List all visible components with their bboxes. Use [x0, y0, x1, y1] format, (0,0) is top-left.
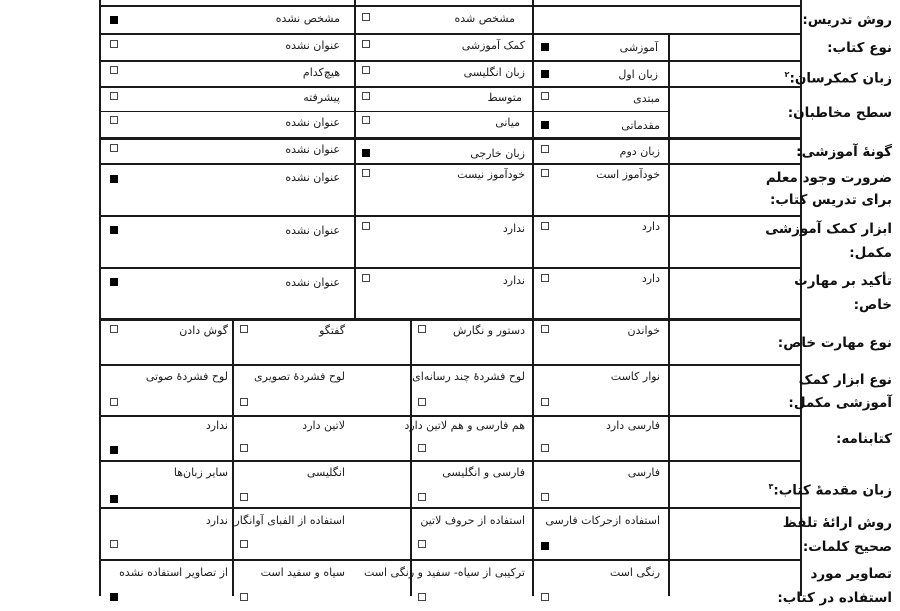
option-label: میانی — [495, 116, 520, 129]
checkbox-unchecked[interactable] — [541, 325, 549, 333]
checkbox-checked[interactable] — [110, 226, 118, 234]
checkbox-unchecked[interactable] — [541, 444, 549, 452]
checkbox-checked[interactable] — [110, 278, 118, 286]
checkbox-unchecked[interactable] — [418, 493, 426, 501]
label-column-divider — [668, 35, 670, 596]
row-label-book-type: نوع کتاب: — [827, 40, 892, 56]
option-label: سایر زبان‌ها — [173, 466, 228, 479]
option-label: گوش دادن — [179, 324, 228, 337]
checkbox-unchecked[interactable] — [110, 40, 118, 48]
checkbox-unchecked[interactable] — [541, 274, 549, 282]
option-label: پیشرفته — [303, 91, 340, 104]
checkbox-checked[interactable] — [362, 149, 370, 157]
option-label: از تصاویر استفاده نشده — [119, 566, 228, 579]
row-label-skill-emphasis-line2: خاص: — [853, 297, 892, 313]
option-label: استفاده ازحرکات فارسی — [545, 514, 660, 527]
checkbox-unchecked[interactable] — [418, 398, 426, 406]
checkbox-checked[interactable] — [541, 70, 549, 78]
option-label: دارد — [641, 272, 660, 285]
row-label-supplementary-tools-line1: ابزار کمک آموزشی — [765, 221, 892, 237]
option-label: فارسی و انگلیسی — [442, 466, 525, 479]
option-label: متوسط — [487, 91, 522, 104]
row-divider — [99, 163, 802, 165]
row-divider — [99, 267, 802, 269]
row-label-tool-type-line1: نوع ابزار کمک — [798, 372, 892, 388]
checkbox-unchecked[interactable] — [362, 13, 370, 21]
row-divider — [99, 137, 802, 140]
checkbox-checked[interactable] — [110, 495, 118, 503]
checkbox-unchecked[interactable] — [418, 540, 426, 548]
option-label: زبان خارجی — [470, 147, 525, 160]
option-label: لاتین دارد — [302, 419, 345, 432]
option-label: لوح فشردهٔ صوتی — [145, 370, 228, 383]
row-divider — [99, 559, 802, 561]
checkbox-checked[interactable] — [110, 593, 118, 601]
checkbox-unchecked[interactable] — [362, 40, 370, 48]
checkbox-unchecked[interactable] — [362, 169, 370, 177]
checkbox-unchecked[interactable] — [418, 593, 426, 601]
checkbox-unchecked[interactable] — [362, 222, 370, 230]
option-label: آموزشی — [619, 41, 658, 54]
column-divider — [532, 320, 534, 596]
checkbox-checked[interactable] — [541, 121, 549, 129]
row-divider — [99, 507, 802, 509]
option-label: زبان دوم — [619, 145, 660, 158]
row-label-audience-level: سطح مخاطبان: — [787, 105, 892, 121]
option-label: هیچ‌کدام — [302, 66, 340, 79]
checkbox-unchecked[interactable] — [110, 144, 118, 152]
checkbox-checked[interactable] — [110, 175, 118, 183]
row-divider — [99, 33, 802, 35]
option-label: عنوان نشده — [285, 276, 340, 289]
sub-row-divider — [99, 111, 670, 112]
option-label: استفاده از حروف لاتین — [420, 514, 525, 527]
row-divider — [99, 364, 802, 366]
option-label: استفاده از الفبای آوانگار — [234, 514, 345, 527]
checkbox-unchecked[interactable] — [362, 274, 370, 282]
option-label: لوح فشردهٔ چند رسانه‌ای — [412, 370, 525, 383]
option-label: مشخص شده — [454, 12, 515, 25]
checkbox-checked[interactable] — [541, 542, 549, 550]
row-label-images-line1: تصاویر مورد — [810, 566, 892, 582]
label-text: زبان کمکرسان: — [789, 70, 892, 87]
checkbox-unchecked[interactable] — [240, 540, 248, 548]
row-divider — [99, 86, 802, 88]
checkbox-unchecked[interactable] — [240, 398, 248, 406]
option-label: مبتدی — [633, 92, 660, 105]
row-label-images-line2: استفاده در کتاب: — [777, 590, 892, 606]
row-label-educational-type: گونهٔ آموزشی: — [796, 144, 892, 160]
checkbox-unchecked[interactable] — [541, 145, 549, 153]
checkbox-unchecked[interactable] — [362, 116, 370, 124]
option-label: فارسی — [627, 466, 660, 479]
row-label-intro-language — [768, 474, 892, 504]
column-divider — [354, 0, 356, 320]
checkbox-unchecked[interactable] — [240, 444, 248, 452]
checkbox-unchecked[interactable] — [418, 325, 426, 333]
option-label: ندارد — [502, 222, 525, 235]
footnote-marker: ۲ — [784, 70, 790, 79]
row-label-helper-language — [785, 62, 892, 92]
checkbox-checked[interactable] — [541, 43, 549, 51]
option-label: مقدماتی — [621, 119, 660, 132]
option-label: گفتگو — [319, 324, 345, 337]
checkbox-unchecked[interactable] — [240, 325, 248, 333]
option-label: عنوان نشده — [285, 116, 340, 129]
column-divider — [532, 0, 534, 35]
checkbox-unchecked[interactable] — [110, 398, 118, 406]
option-label: ندارد — [205, 419, 228, 432]
option-label: دارد — [641, 220, 660, 233]
option-label: ترکیبی از سیاه- سفید و رنگی است — [363, 566, 525, 579]
row-divider — [99, 460, 802, 462]
row-label-skill-emphasis-line1: تأکید بر مهارت — [794, 273, 892, 289]
column-divider — [410, 320, 412, 596]
row-label-teacher-need-line1: ضرورت وجود معلم — [765, 170, 892, 186]
row-label-supplementary-tools-line2: مکمل: — [849, 245, 892, 261]
option-label: لوح فشردهٔ تصویری — [254, 370, 345, 383]
row-label-skill-type: نوع مهارت خاص: — [777, 335, 892, 351]
row-divider — [99, 318, 802, 321]
row-divider — [99, 215, 802, 217]
checkbox-unchecked[interactable] — [110, 540, 118, 548]
footnote-marker: ۳ — [768, 482, 774, 491]
row-label-teaching-method: روش تدریس: — [802, 12, 892, 28]
checkbox-unchecked[interactable] — [541, 493, 549, 501]
row-label-pronunciation-line2: صحیح کلمات: — [802, 539, 892, 555]
option-label: دستور و نگارش — [453, 324, 525, 337]
option-label: ندارد — [205, 514, 228, 527]
option-label: مشخص نشده — [275, 12, 340, 25]
checkbox-checked[interactable] — [110, 16, 118, 24]
option-label: انگلیسی — [306, 466, 345, 479]
column-divider — [232, 320, 234, 596]
option-label: زبان انگلیسی — [463, 66, 525, 79]
option-label: ندارد — [502, 274, 525, 287]
option-label: نوار کاست — [610, 370, 660, 383]
option-label: کمک آموزشی — [461, 39, 525, 52]
option-label: عنوان نشده — [285, 224, 340, 237]
table-left-border — [99, 0, 101, 596]
checkbox-unchecked[interactable] — [110, 116, 118, 124]
checkbox-unchecked[interactable] — [541, 222, 549, 230]
option-label: خواندن — [627, 324, 660, 337]
option-label: عنوان نشده — [285, 143, 340, 156]
row-divider — [99, 5, 802, 7]
checkbox-unchecked[interactable] — [110, 66, 118, 74]
label-text: زبان مقدمهٔ کتاب: — [773, 482, 892, 499]
option-label: عنوان نشده — [285, 171, 340, 184]
option-label: هم فارسی و هم لاتین دارد — [404, 419, 525, 432]
checkbox-unchecked[interactable] — [110, 92, 118, 100]
column-divider — [532, 35, 534, 320]
option-label: سیاه و سفید است — [260, 566, 345, 579]
row-label-bibliography: کتابنامه: — [835, 431, 892, 447]
option-label: رنگی است — [609, 566, 660, 579]
row-divider — [99, 415, 802, 417]
checkbox-unchecked[interactable] — [362, 92, 370, 100]
option-label: خودآموز نیست — [457, 168, 525, 181]
row-label-tool-type-line2: آموزشی مکمل: — [788, 395, 892, 411]
option-label: زبان اول — [618, 68, 658, 81]
checkbox-unchecked[interactable] — [541, 92, 549, 100]
checkbox-unchecked[interactable] — [541, 593, 549, 601]
option-label: فارسی دارد — [606, 419, 660, 432]
checkbox-unchecked[interactable] — [541, 398, 549, 406]
checkbox-unchecked[interactable] — [240, 593, 248, 601]
checkbox-unchecked[interactable] — [240, 493, 248, 501]
checkbox-unchecked[interactable] — [110, 325, 118, 333]
option-label: خودآموز است — [596, 168, 660, 181]
checkbox-unchecked[interactable] — [418, 444, 426, 452]
row-divider — [99, 60, 802, 62]
row-label-pronunciation-line1: روش ارائهٔ تلفظ — [782, 515, 892, 531]
checkbox-unchecked[interactable] — [362, 66, 370, 74]
option-label: عنوان نشده — [285, 39, 340, 52]
row-label-teacher-need-line2: برای تدریس کتاب: — [769, 192, 892, 208]
checkbox-checked[interactable] — [110, 446, 118, 454]
checkbox-unchecked[interactable] — [541, 169, 549, 177]
